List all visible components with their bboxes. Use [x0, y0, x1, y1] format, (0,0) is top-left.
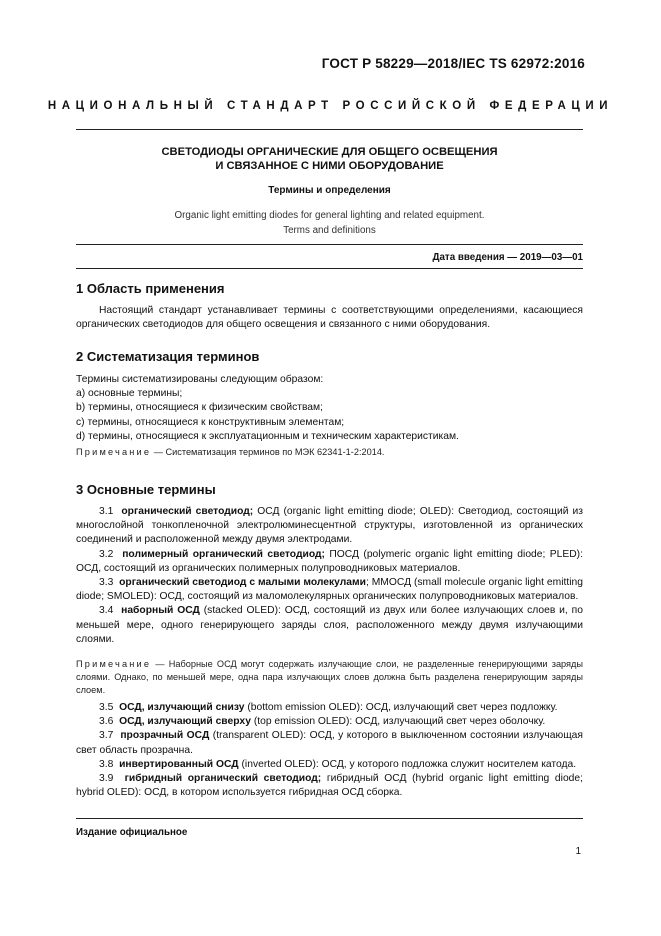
introduction-date: Дата введения — 2019—03—01 — [432, 252, 583, 263]
term-definition: (bottom emission OLED): ОСД, излучающий свет через подложку. — [244, 702, 558, 713]
term-definition: (top emission OLED): ОСД, излучающий свет через оболочку. — [250, 716, 546, 728]
term-definition: (transparent OLED): ОСД, у которого в выключенном состоянии излучающая свет область прозрачна. — [76, 730, 583, 756]
divider-date-bottom — [76, 268, 583, 269]
term-definition: ОСД (organic light emitting diode; OLED): Светодиод, состоящий из многослойной тонкопленочной электролюминесцентной структуры, изготовленной из органических соединений и расположенной между двумя электродами. — [76, 506, 584, 546]
section-2-heading: 2 Систематизация терминов — [76, 349, 260, 364]
term-entry: 3.7 прозрачный ОСД (transparent OLED): ОСД, у которого в выключенном состоянии излучающая свет область прозрачна. — [76, 730, 583, 756]
term-entry: 3.2 полимерный органический светодиод; ПОСД (polymeric organic light emitting diode; PLED): ОСД, состоящий из органических полимерных полупроводниковых материалов. — [76, 548, 583, 574]
section-1-paragraph: Настоящий стандарт устанавливает термины с соответствующими определениями, касающиеся органических светодиодов для общего освещения и связанного с ними оборудования. — [76, 305, 583, 331]
term-name: ОСД, излучающий сверху — [119, 716, 251, 728]
english-title-line-2: Terms and definitions — [283, 224, 376, 236]
divider-date-top — [76, 244, 583, 245]
title-line-2: И СВЯЗАННОЕ С НИМИ ОБОРУДОВАНИЕ — [215, 159, 444, 172]
term-definition: ПОСД (polymeric organic light emitting diode; PLED): ОСД, состоящий из органических полимерных полупроводниковых материалов. — [76, 548, 583, 574]
section-3-terms — [76, 505, 583, 647]
term-name: инвертированный ОСД — [119, 758, 239, 770]
english-title — [76, 209, 583, 238]
section-2-intro: Термины систематизированы следующим образом: — [76, 374, 324, 385]
divider-footer — [76, 818, 583, 819]
section-1-heading: 1 Область применения — [76, 281, 225, 296]
term-definition: (stacked OLED): ОСД, состоящий из двух или более излучающих слоев и, по меньшей мере, одного генерирующего заряды слоя, расположенного между двумя излучающими слоями. — [76, 605, 583, 645]
divider-top — [76, 129, 583, 130]
section-2-note — [76, 446, 583, 459]
section-3-terms-continued — [76, 701, 583, 800]
term-name: органический светодиод; — [121, 506, 254, 517]
term-definition: гибридный ОСД (hybrid organic light emitting diode; hybrid OLED): ОСД, в котором используется гибридная ОСД сборка. — [76, 773, 583, 799]
term-name: ОСД, излучающий снизу — [119, 702, 245, 713]
english-title-line-1: Organic light emitting diodes for general lighting and related equipment. — [174, 210, 485, 221]
term-definition: (inverted OLED): ОСД, у которого подложка служит носителем катода. — [238, 758, 577, 770]
term-entry: 3.3 органический светодиод с малыми молекулами; ММОСД (small molecule organic light emitting diode; SMOLED): ОСД, состоящий из маломолекулярных органических полупроводниковых материалов. — [76, 577, 583, 603]
term-entry: 3.9 гибридный органический светодиод; гибридный ОСД (hybrid organic light emitting diode; hybrid OLED): ОСД, в котором используется гибридная ОСД сборка. — [76, 773, 583, 799]
term-name: прозрачный ОСД — [120, 730, 210, 742]
term-name: гибридный органический светодиод; — [124, 773, 322, 785]
list-item: a) основные термины; — [76, 388, 183, 400]
note-label: Примечание — [76, 447, 152, 457]
section-1-text — [76, 304, 583, 332]
term-name: наборный ОСД — [121, 605, 200, 617]
section-3-note — [76, 658, 583, 697]
section-2-list — [76, 373, 583, 444]
note-label: Примечание — [76, 659, 152, 669]
note-text: — Систематизация терминов по МЭК 62341-1-2:2014. — [151, 447, 385, 457]
document-title — [76, 146, 583, 173]
term-name: полимерный органический светодиод; — [122, 548, 325, 560]
note-text: — Наборные ОСД могут содержать излучающие слои, не разделенные генерирующими заряды слоями. Однако, по меньшей мере, одна пара излучающих слоев должна быть разделена генерирующим заряды слоем. — [76, 659, 583, 695]
document-subtitle: Термины и определения — [268, 185, 391, 196]
list-item: d) термины, относящиеся к эксплуатационным и техническим характеристикам. — [76, 430, 459, 442]
term-entry: 3.1 органический светодиод; ОСД (organic light emitting diode; OLED): Светодиод, состоящий из многослойной тонкопленочной электролюминесцентной структуры, изготовленной из органических соединений и расположенной между двумя электродами. — [76, 506, 584, 546]
list-item: c) термины, относящиеся к конструктивным элементам; — [76, 416, 345, 428]
page-number: 1 — [575, 846, 581, 857]
term-entry: 3.6 ОСД, излучающий сверху (top emission OLED): ОСД, излучающий свет через оболочку. — [99, 716, 546, 728]
title-line-1: СВЕТОДИОДЫ ОРГАНИЧЕСКИЕ ДЛЯ ОБЩЕГО ОСВЕЩЕНИЯ — [161, 146, 498, 158]
term-entry: 3.4 наборный ОСД (stacked OLED): ОСД, состоящий из двух или более излучающих слоев и, по меньшей мере, одного генерирующего заряды слоя, расположенного между двумя излучающими слоями. — [76, 605, 583, 645]
standard-code: ГОСТ Р 58229—2018/IEC TS 62972:2016 — [321, 56, 585, 71]
term-definition: ; ММОСД (small molecule organic light emitting diode; SMOLED): ОСД, состоящий из маломолекулярных органических полупроводниковых материалов. — [76, 577, 583, 603]
official-edition-label: Издание официальное — [76, 827, 188, 838]
list-item: b) термины, относящиеся к физическим свойствам; — [76, 402, 323, 414]
section-3-heading: 3 Основные термины — [76, 482, 216, 497]
term-entry: 3.5 ОСД, излучающий снизу (bottom emission OLED): ОСД, излучающий свет через подложку. — [99, 702, 558, 713]
term-entry: 3.8 инвертированный ОСД (inverted OLED): ОСД, у которого подложка служит носителем катода. — [99, 758, 577, 770]
term-name: органический светодиод с малыми молекулами — [119, 577, 366, 589]
national-standard-banner: НАЦИОНАЛЬНЫЙ СТАНДАРТ РОССИЙСКОЙ ФЕДЕРАЦИИ — [47, 100, 614, 112]
